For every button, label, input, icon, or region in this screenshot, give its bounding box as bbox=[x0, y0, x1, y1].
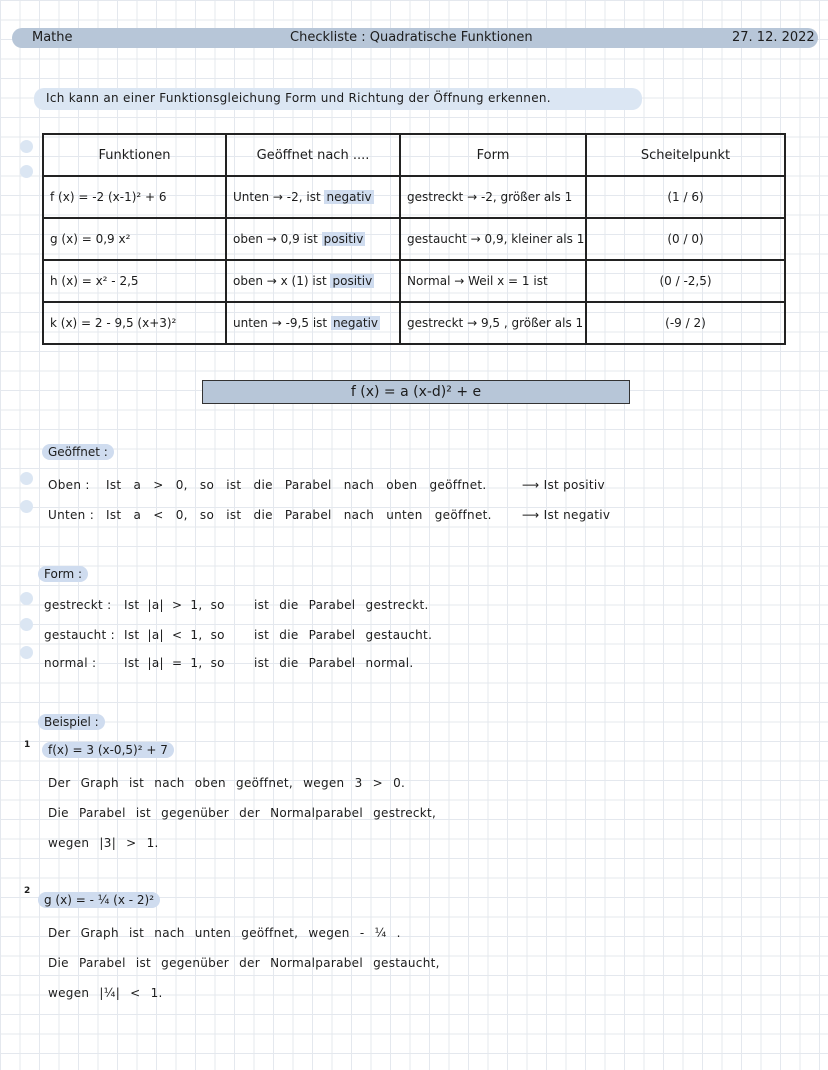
unten-result: ⟶ Ist negativ bbox=[522, 508, 611, 522]
vertex-cell: (1 / 6) bbox=[586, 176, 785, 218]
opening-text: oben → x (1) ist bbox=[233, 274, 327, 288]
intro-text: Ich kann an einer Funktionsgleichung Form und Richtung der Öffnung erkennen. bbox=[46, 91, 551, 105]
form-text: ist die Parabel normal. bbox=[254, 656, 414, 670]
opened-section-title: Geöffnet : bbox=[42, 444, 114, 460]
form-cell: gestaucht → 0,9, kleiner als 1 bbox=[400, 218, 586, 260]
bullet-dot bbox=[20, 592, 33, 605]
subject-label: Mathe bbox=[32, 30, 73, 45]
function-cell: k (x) = 2 - 9,5 (x+3)² bbox=[43, 302, 226, 344]
opening-text: Unten → -2, ist bbox=[233, 190, 321, 204]
bullet-dot bbox=[20, 646, 33, 659]
function-table bbox=[42, 133, 786, 345]
function-cell: g (x) = 0,9 x² bbox=[43, 218, 226, 260]
bullet-dot bbox=[20, 165, 33, 178]
bullet-dot bbox=[20, 500, 33, 513]
sign-highlight: positiv bbox=[332, 274, 373, 288]
oben-condition: Ist a > 0, so ist die Parabel nach oben geöffnet. bbox=[106, 478, 487, 492]
opening-text: unten → -9,5 ist bbox=[233, 316, 328, 330]
example-section-title: Beispiel : bbox=[38, 714, 105, 730]
table-header-cell: Scheitelpunkt bbox=[586, 134, 785, 176]
example-line: Die Parabel ist gegenüber der Normalparabel gestaucht, bbox=[48, 956, 440, 970]
opening-cell bbox=[226, 176, 400, 218]
form-condition: Ist |a| = 1, so bbox=[124, 656, 225, 670]
date-label: 27. 12. 2022 bbox=[732, 30, 815, 45]
oben-label: Oben : bbox=[48, 478, 90, 492]
opening-text: oben → 0,9 ist bbox=[233, 232, 318, 246]
bullet-dot bbox=[20, 140, 33, 153]
unten-label: Unten : bbox=[48, 508, 95, 522]
form-text: ist die Parabel gestaucht. bbox=[254, 628, 433, 642]
table-row bbox=[43, 218, 785, 260]
vertex-cell: (0 / 0) bbox=[586, 218, 785, 260]
example-number: 2 bbox=[24, 886, 31, 896]
opening-cell bbox=[226, 260, 400, 302]
form-section-title: Form : bbox=[38, 566, 88, 582]
page-title: Checkliste : Quadratische Funktionen bbox=[290, 30, 533, 45]
table-row bbox=[43, 302, 785, 344]
vertex-cell: (-9 / 2) bbox=[586, 302, 785, 344]
example-line: wegen |¼| < 1. bbox=[48, 986, 163, 1000]
example-line: Der Graph ist nach oben geöffnet, wegen 3 > 0. bbox=[48, 776, 406, 790]
form-condition: Ist |a| < 1, so bbox=[124, 628, 225, 642]
example-line: Die Parabel ist gegenüber der Normalparabel gestreckt, bbox=[48, 806, 437, 820]
form-label: normal : bbox=[44, 656, 97, 670]
header-bar bbox=[12, 28, 818, 48]
unten-condition: Ist a < 0, so ist die Parabel nach unten geöffnet. bbox=[106, 508, 492, 522]
table-row bbox=[43, 176, 785, 218]
example-line: wegen |3| > 1. bbox=[48, 836, 159, 850]
oben-result: ⟶ Ist positiv bbox=[522, 478, 605, 492]
sign-highlight: negativ bbox=[326, 190, 372, 204]
table-header-row bbox=[43, 134, 785, 176]
example-formula: g (x) = - ¼ (x - 2)² bbox=[38, 892, 160, 908]
opening-cell bbox=[226, 218, 400, 260]
table-header-cell: Geöffnet nach .... bbox=[226, 134, 400, 176]
form-condition: Ist |a| > 1, so bbox=[124, 598, 225, 612]
function-cell: h (x) = x² - 2,5 bbox=[43, 260, 226, 302]
opening-cell bbox=[226, 302, 400, 344]
table-row bbox=[43, 260, 785, 302]
example-line: Der Graph ist nach unten geöffnet, wegen - ¼ . bbox=[48, 926, 401, 940]
form-cell: Normal → Weil x = 1 ist bbox=[400, 260, 586, 302]
example-number: 1 bbox=[24, 740, 31, 750]
form-cell: gestreckt → 9,5 , größer als 1 bbox=[400, 302, 586, 344]
form-text: ist die Parabel gestreckt. bbox=[254, 598, 429, 612]
form-label: gestreckt : bbox=[44, 598, 112, 612]
form-label: gestaucht : bbox=[44, 628, 115, 642]
example-formula: f(x) = 3 (x-0,5)² + 7 bbox=[42, 742, 174, 758]
form-cell: gestreckt → -2, größer als 1 bbox=[400, 176, 586, 218]
bullet-dot bbox=[20, 618, 33, 631]
table-header-cell: Funktionen bbox=[43, 134, 226, 176]
bullet-dot bbox=[20, 472, 33, 485]
function-cell: f (x) = -2 (x-1)² + 6 bbox=[43, 176, 226, 218]
sign-highlight: positiv bbox=[323, 232, 364, 246]
table-header-cell: Form bbox=[400, 134, 586, 176]
sign-highlight: negativ bbox=[332, 316, 379, 330]
vertex-cell: (0 / -2,5) bbox=[586, 260, 785, 302]
vertex-form-formula: f (x) = a (x-d)² + e bbox=[202, 380, 630, 404]
